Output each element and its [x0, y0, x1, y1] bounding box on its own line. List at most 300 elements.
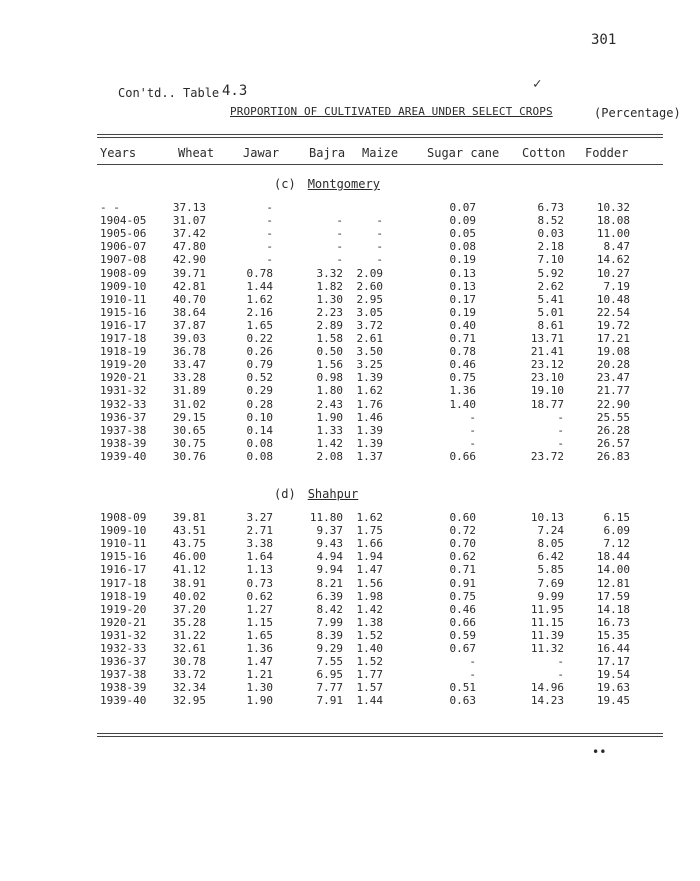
table-row: [0, 591, 700, 603]
table-cell: 31.89: [172, 384, 206, 398]
table-cell: 37.87: [172, 318, 206, 332]
table-cell: 0.22: [246, 332, 273, 345]
table-cell: 26.57: [596, 436, 630, 450]
table-cell: 33.28: [172, 371, 206, 385]
table-cell: 1917-18: [100, 576, 147, 590]
table-cell: 1.94: [356, 550, 383, 564]
table-cell: 14.96: [530, 681, 564, 695]
table-cell: -: [469, 655, 476, 669]
table-cell: 46.00: [172, 550, 206, 564]
table-cell: 0.73: [246, 576, 273, 590]
table-cell: 0.09: [449, 214, 476, 228]
table-cell: 2.89: [316, 318, 343, 332]
table-cell: 22.90: [596, 397, 630, 411]
table-cell: 0.75: [449, 589, 476, 603]
table-row: [0, 438, 700, 450]
table-cell: 29.15: [172, 410, 206, 424]
table-cell: 18.08: [596, 214, 630, 228]
table-row: [0, 695, 700, 707]
table-row: [0, 578, 700, 590]
table-cell: 1.90: [246, 694, 273, 708]
table-cell: 1.62: [356, 384, 383, 398]
table-cell: 0.66: [449, 615, 476, 629]
table-cell: -: [469, 668, 476, 682]
table-cell: 5.85: [537, 563, 564, 577]
table-cell: 7.69: [537, 576, 564, 590]
table-cell: 0.07: [449, 201, 476, 214]
table-cell: 1.42: [356, 602, 383, 616]
table-cell: 11.32: [530, 642, 564, 655]
table-cell: -: [266, 214, 273, 228]
table-cell: -: [557, 668, 564, 682]
table-cell: 0.52: [246, 371, 273, 385]
table-row: [0, 538, 700, 550]
table-cell: 8.21: [316, 576, 343, 590]
table-cell: 16.44: [596, 642, 630, 655]
table-cell: 0.17: [449, 292, 476, 306]
table-cell: 1910-11: [100, 537, 147, 551]
table-cell: 1939-40: [100, 694, 147, 708]
table-cell: 31.07: [172, 214, 206, 228]
table-cell: 10.32: [596, 201, 630, 214]
table-cell: 1.39: [356, 423, 383, 437]
table-cell: 10.13: [530, 511, 564, 524]
table-cell: 18.77: [530, 397, 564, 411]
table-cell: 1907-08: [100, 253, 147, 267]
table-cell: 14.23: [530, 694, 564, 708]
table-cell: 1.30: [246, 681, 273, 695]
table-cell: 2.60: [356, 279, 383, 293]
table-cell: 1931-32: [100, 628, 147, 642]
table-cell: 1.33: [316, 423, 343, 437]
table-cell: 1.64: [246, 550, 273, 564]
table-cell: 1909-10: [100, 279, 147, 293]
table-cell: 1916-17: [100, 563, 147, 577]
continued-label: Con'td.. Table: [118, 86, 220, 100]
table-cell: -: [376, 227, 383, 241]
table-cell: 19.72: [596, 318, 630, 332]
table-row: [0, 372, 700, 384]
table-cell: 1.65: [246, 318, 273, 332]
table-cell: 0.10: [246, 410, 273, 424]
table-cell: -: [557, 410, 564, 424]
table-cell: 2.09: [356, 266, 383, 280]
table-cell: 2.71: [246, 524, 273, 538]
table-cell: 42.90: [172, 253, 206, 267]
table-cell: 7.10: [537, 253, 564, 267]
table-row: [0, 294, 700, 306]
table-cell: 5.41: [537, 292, 564, 306]
table-cell: 4.94: [316, 550, 343, 564]
table-cell: 39.71: [172, 266, 206, 280]
table-title: PROPORTION OF CULTIVATED AREA UNDER SELECT CROPS: [230, 105, 553, 118]
table-cell: 2.23: [316, 305, 343, 319]
table-cell: 0.62: [449, 550, 476, 564]
table-row: [0, 254, 700, 266]
table-top-rule: [97, 137, 663, 138]
table-cell: 21.41: [530, 345, 564, 359]
table-cell: 26.28: [596, 423, 630, 437]
table-cell: 12.81: [596, 576, 630, 590]
table-row: [0, 512, 700, 524]
table-row: [0, 451, 700, 463]
table-cell: 0.63: [449, 694, 476, 708]
table-cell: 1.65: [246, 628, 273, 642]
table-cell: 0.51: [449, 681, 476, 695]
table-cell: 0.46: [449, 358, 476, 372]
table-row: [0, 228, 700, 240]
table-cell: 7.55: [316, 655, 343, 669]
table-cell: 9.94: [316, 563, 343, 577]
table-cell: 1.40: [356, 642, 383, 655]
table-cell: 1.47: [356, 563, 383, 577]
table-row: [0, 268, 700, 280]
table-cell: 14.00: [596, 563, 630, 577]
header-rule: [97, 164, 663, 165]
table-cell: 7.24: [537, 524, 564, 538]
table-cell: 1.62: [356, 511, 383, 524]
table-cell: 38.91: [172, 576, 206, 590]
table-cell: 30.78: [172, 655, 206, 669]
table-cell: 1917-18: [100, 332, 147, 345]
table-cell: 1938-39: [100, 681, 147, 695]
table-cell: 23.10: [530, 371, 564, 385]
table-cell: 1.15: [246, 615, 273, 629]
table-cell: 18.44: [596, 550, 630, 564]
table-cell: 11.00: [596, 227, 630, 241]
table-row: [0, 215, 700, 227]
table-cell: 0.40: [449, 318, 476, 332]
table-cell: 1.66: [356, 537, 383, 551]
table-cell: 1908-09: [100, 511, 147, 524]
end-marker: ••: [592, 745, 607, 759]
table-cell: 0.71: [449, 563, 476, 577]
table-cell: 0.05: [449, 227, 476, 241]
table-cell: 19.10: [530, 384, 564, 398]
table-cell: 0.19: [449, 253, 476, 267]
table-cell: 0.26: [246, 345, 273, 359]
table-cell: 1.56: [356, 576, 383, 590]
table-cell: 37.42: [172, 227, 206, 241]
column-header-sugar-cane: Sugar cane: [427, 146, 500, 160]
table-cell: -: [336, 214, 343, 228]
column-header-years: Years: [100, 146, 137, 160]
table-cell: 0.79: [246, 358, 273, 372]
table-cell: 1.57: [356, 681, 383, 695]
district-name: Montgomery: [307, 177, 380, 191]
table-cell: 3.72: [356, 318, 383, 332]
table-cell: -: [266, 227, 273, 241]
table-cell: 31.02: [172, 397, 206, 411]
table-cell: 0.03: [537, 227, 564, 241]
table-cell: 6.09: [603, 524, 630, 538]
table-cell: 11.95: [530, 602, 564, 616]
table-cell: 3.27: [246, 511, 273, 524]
table-cell: 0.08: [449, 240, 476, 254]
table-cell: -: [469, 410, 476, 424]
table-row: [0, 617, 700, 629]
table-row: [0, 669, 700, 681]
table-row: [0, 281, 700, 293]
table-cell: 6.39: [316, 589, 343, 603]
table-cell: 3.32: [316, 266, 343, 280]
table-top-rule: [97, 134, 663, 135]
table-cell: 0.28: [246, 397, 273, 411]
table-cell: 25.55: [596, 410, 630, 424]
table-cell: 17.17: [596, 655, 630, 669]
table-cell: 6.15: [603, 511, 630, 524]
table-cell: 7.99: [316, 615, 343, 629]
table-cell: 1908-09: [100, 266, 147, 280]
table-cell: -: [557, 436, 564, 450]
district-name: Shahpur: [307, 487, 359, 501]
table-cell: 35.28: [172, 615, 206, 629]
table-cell: -: [469, 436, 476, 450]
table-cell: 17.21: [596, 332, 630, 345]
table-cell: 1.77: [356, 668, 383, 682]
table-cell: 1.27: [246, 602, 273, 616]
table-row: [0, 320, 700, 332]
table-cell: 0.70: [449, 537, 476, 551]
table-cell: 9.99: [537, 589, 564, 603]
table-number: 4.3: [222, 83, 248, 99]
table-cell: 37.20: [172, 602, 206, 616]
table-cell: 0.13: [449, 266, 476, 280]
table-cell: 1.38: [356, 615, 383, 629]
table-cell: -: [336, 240, 343, 254]
table-cell: 1918-19: [100, 345, 147, 359]
table-cell: 1.13: [246, 563, 273, 577]
table-cell: 32.61: [172, 642, 206, 655]
table-cell: 1906-07: [100, 240, 147, 254]
table-cell: 8.52: [537, 214, 564, 228]
table-cell: 8.61: [537, 318, 564, 332]
table-cell: 32.95: [172, 694, 206, 708]
table-cell: 37.13: [172, 201, 206, 214]
table-cell: 47.80: [172, 240, 206, 254]
table-cell: 0.46: [449, 602, 476, 616]
table-cell: 30.76: [172, 449, 206, 463]
table-cell: 1904-05: [100, 214, 147, 228]
table-cell: 1.82: [316, 279, 343, 293]
table-cell: 41.12: [172, 563, 206, 577]
table-cell: 1.52: [356, 655, 383, 669]
table-cell: 2.95: [356, 292, 383, 306]
table-cell: 1.62: [246, 292, 273, 306]
table-cell: 3.50: [356, 345, 383, 359]
check-mark-annotation: ✓: [533, 76, 542, 92]
table-cell: -: [376, 240, 383, 254]
table-cell: 1.90: [316, 410, 343, 424]
table-cell: 1.44: [246, 279, 273, 293]
table-bottom-rule: [97, 733, 663, 734]
table-cell: -: [376, 214, 383, 228]
table-cell: 1.39: [356, 436, 383, 450]
table-cell: -: [469, 423, 476, 437]
table-cell: 23.12: [530, 358, 564, 372]
table-cell: 7.19: [603, 279, 630, 293]
table-row: [0, 656, 700, 668]
table-cell: 1.30: [316, 292, 343, 306]
table-cell: 1.44: [356, 694, 383, 708]
table-cell: 8.42: [316, 602, 343, 616]
table-cell: 1.58: [316, 332, 343, 345]
table-cell: 1932-33: [100, 642, 147, 655]
section-label: (d): [274, 487, 296, 501]
table-cell: 0.72: [449, 524, 476, 538]
table-row: [0, 399, 700, 411]
column-header-jawar: Jawar: [243, 146, 280, 160]
table-cell: 5.92: [537, 266, 564, 280]
table-cell: 1.98: [356, 589, 383, 603]
table-cell: 0.13: [449, 279, 476, 293]
column-header-fodder: Fodder: [585, 146, 629, 160]
table-cell: 6.73: [537, 201, 564, 214]
table-cell: 2.43: [316, 397, 343, 411]
table-cell: 1937-38: [100, 423, 147, 437]
table-cell: 0.98: [316, 371, 343, 385]
table-row: [0, 359, 700, 371]
table-cell: 2.62: [537, 279, 564, 293]
table-cell: 1.47: [246, 655, 273, 669]
table-row: [0, 412, 700, 424]
table-cell: 31.22: [172, 628, 206, 642]
table-row: [0, 551, 700, 563]
table-cell: 1919-20: [100, 602, 147, 616]
table-cell: -: [336, 227, 343, 241]
table-row: [0, 682, 700, 694]
table-cell: 13.71: [530, 332, 564, 345]
table-row: [0, 333, 700, 345]
table-cell: 7.91: [316, 694, 343, 708]
table-cell: 1937-38: [100, 668, 147, 682]
table-cell: 9.43: [316, 537, 343, 551]
table-cell: 11.80: [309, 511, 343, 524]
table-cell: 26.83: [596, 449, 630, 463]
table-cell: 0.08: [246, 449, 273, 463]
table-bottom-rule: [97, 736, 663, 737]
table-cell: 6.95: [316, 668, 343, 682]
table-cell: 1938-39: [100, 436, 147, 450]
table-cell: 17.59: [596, 589, 630, 603]
table-cell: 20.28: [596, 358, 630, 372]
table-cell: 43.75: [172, 537, 206, 551]
table-cell: 1.76: [356, 397, 383, 411]
table-cell: 19.63: [596, 681, 630, 695]
table-cell: 10.48: [596, 292, 630, 306]
table-cell: 0.14: [246, 423, 273, 437]
table-cell: 9.37: [316, 524, 343, 538]
table-cell: 10.27: [596, 266, 630, 280]
table-cell: 0.78: [246, 266, 273, 280]
table-cell: 0.71: [449, 332, 476, 345]
table-cell: 42.81: [172, 279, 206, 293]
table-row: [0, 604, 700, 616]
column-header-maize: Maize: [362, 146, 399, 160]
table-row: [0, 643, 700, 655]
table-cell: 0.91: [449, 576, 476, 590]
table-cell: 1939-40: [100, 449, 147, 463]
table-unit: (Percentage): [594, 106, 681, 120]
table-cell: 39.03: [172, 332, 206, 345]
table-cell: 1931-32: [100, 384, 147, 398]
table-cell: - -: [100, 201, 120, 214]
section-label: (c): [274, 177, 296, 191]
table-cell: 7.77: [316, 681, 343, 695]
section-title-shahpur: [274, 487, 358, 501]
table-cell: 38.64: [172, 305, 206, 319]
table-cell: -: [266, 240, 273, 254]
table-cell: 8.05: [537, 537, 564, 551]
table-cell: 7.12: [603, 537, 630, 551]
table-cell: 1919-20: [100, 358, 147, 372]
table-cell: 9.29: [316, 642, 343, 655]
table-cell: 43.51: [172, 524, 206, 538]
table-cell: 2.08: [316, 449, 343, 463]
table-cell: 30.65: [172, 423, 206, 437]
table-cell: 1932-33: [100, 397, 147, 411]
table-cell: 1.80: [316, 384, 343, 398]
table-cell: -: [557, 423, 564, 437]
table-cell: 19.54: [596, 668, 630, 682]
table-cell: 1.40: [449, 397, 476, 411]
table-cell: 1918-19: [100, 589, 147, 603]
table-cell: 1.39: [356, 371, 383, 385]
table-cell: 0.29: [246, 384, 273, 398]
table-cell: 2.61: [356, 332, 383, 345]
table-cell: 0.75: [449, 371, 476, 385]
table-cell: 14.62: [596, 253, 630, 267]
table-cell: -: [376, 253, 383, 267]
table-cell: 19.45: [596, 694, 630, 708]
table-cell: 1.56: [316, 358, 343, 372]
table-cell: 23.72: [530, 449, 564, 463]
table-cell: 3.05: [356, 305, 383, 319]
table-cell: -: [557, 655, 564, 669]
table-cell: 1.37: [356, 449, 383, 463]
table-cell: 5.01: [537, 305, 564, 319]
table-cell: 1915-16: [100, 305, 147, 319]
table-cell: 21.77: [596, 384, 630, 398]
column-header-wheat: Wheat: [178, 146, 215, 160]
column-header-cotton: Cotton: [522, 146, 566, 160]
table-cell: 11.39: [530, 628, 564, 642]
table-cell: 39.81: [172, 511, 206, 524]
table-cell: 1.42: [316, 436, 343, 450]
table-cell: 1905-06: [100, 227, 147, 241]
table-row: [0, 346, 700, 358]
table-cell: 33.47: [172, 358, 206, 372]
table-cell: -: [336, 253, 343, 267]
table-cell: 0.59: [449, 628, 476, 642]
table-cell: 2.18: [537, 240, 564, 254]
table-cell: 33.72: [172, 668, 206, 682]
table-cell: 15.35: [596, 628, 630, 642]
table-cell: 1.36: [449, 384, 476, 398]
table-cell: 0.67: [449, 642, 476, 655]
table-cell: 14.18: [596, 602, 630, 616]
table-cell: 0.19: [449, 305, 476, 319]
table-cell: 3.25: [356, 358, 383, 372]
table-cell: 8.47: [603, 240, 630, 254]
table-cell: 3.38: [246, 537, 273, 551]
table-cell: 1936-37: [100, 655, 147, 669]
section-title-montgomery: [274, 177, 380, 191]
column-header-bajra: Bajra: [309, 146, 346, 160]
table-cell: 6.42: [537, 550, 564, 564]
table-cell: 2.16: [246, 305, 273, 319]
table-row: [0, 307, 700, 319]
